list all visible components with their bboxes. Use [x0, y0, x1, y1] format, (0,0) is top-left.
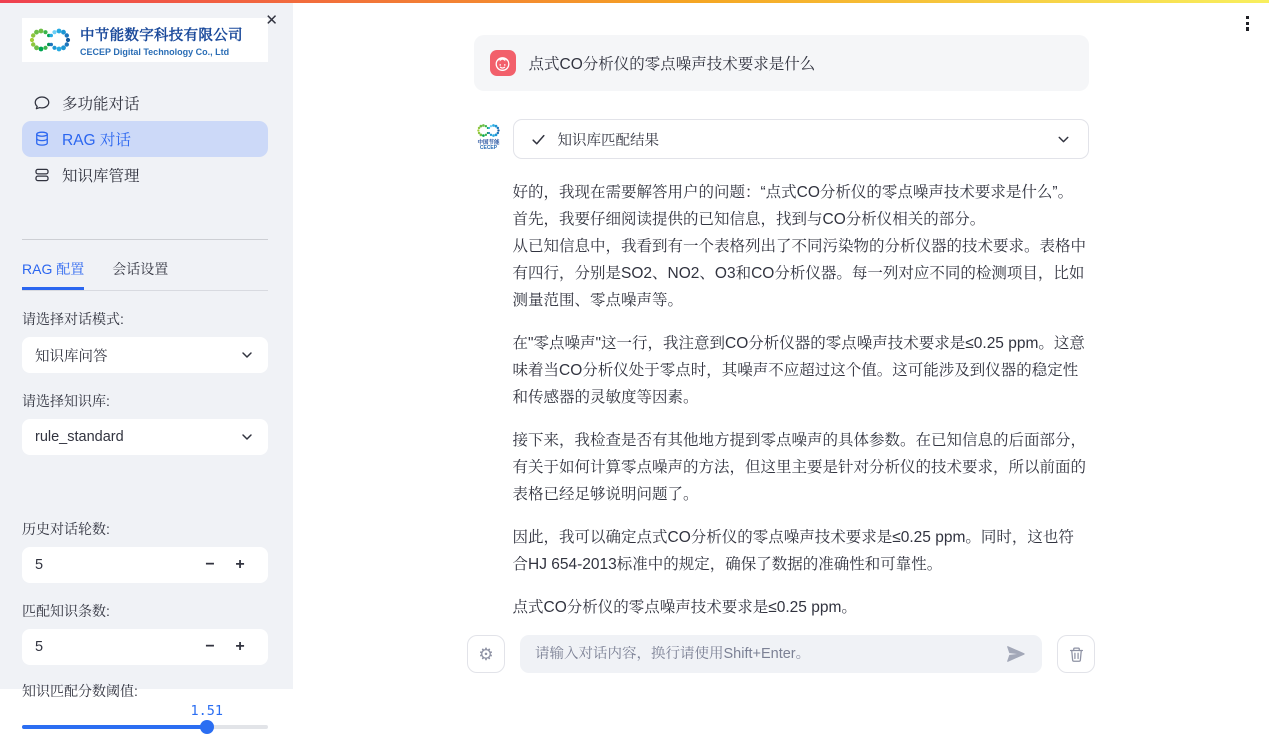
- slider-handle[interactable]: [200, 720, 214, 734]
- sidebar-item-label: 多功能对话: [62, 96, 140, 113]
- history-turns-value[interactable]: 5: [35, 557, 44, 573]
- sidebar-item-rag-chat[interactable]: [22, 121, 268, 157]
- tab-session-settings[interactable]: 会话设置: [112, 261, 169, 277]
- answer-paragraph: 因此，我可以确定点式CO分析仪的零点噪声技术要求是≤0.25 ppm。同时，这也符合HJ 654-2013标准中的规定，确保了数据的准确性和可靠性。: [512, 529, 1074, 573]
- composer-bar: [467, 635, 1095, 673]
- threshold-slider[interactable]: [22, 725, 268, 729]
- kb-select-value: rule_standard: [35, 429, 124, 445]
- sidebar-item-label: 知识库管理: [62, 168, 140, 185]
- slider-fill: [22, 725, 207, 729]
- mode-select-value: 知识库问答: [35, 348, 108, 365]
- chat-thread: [474, 35, 1089, 637]
- user-message: [474, 35, 1089, 91]
- assistant-avatar-text-en: CECEP: [479, 145, 498, 152]
- answer-paragraph: 好的，我现在需要解答用户的问题：“点式CO分析仪的零点噪声技术要求是什么”。首先，我要仔细阅读提供的已知信息，找到与CO分析仪相关的部分。 从已知信息中，我看到有一个表格列出了不同污染物的分析仪器的技术要求。表格中有四行，分别是SO2、NO2、O3和CO分析仪器。每一列对应不同的检测项目，比如测量范围、零点噪声等。: [512, 184, 1087, 309]
- send-icon[interactable]: [1005, 643, 1027, 665]
- sidebar-item-label: RAG 对话: [62, 132, 131, 149]
- answer-paragraph: 在"零点噪声"这一行，我注意到CO分析仪器的零点噪声技术要求是≤0.25 ppm。这意味着当CO分析仪处于零点时，其噪声不应超过这个值。这可能涉及到仪器的稳定性和传感器的灵敏度等因素。: [512, 335, 1085, 406]
- history-turns-stepper: [22, 547, 268, 583]
- sidebar-divider: [22, 239, 268, 240]
- sidebar-item-knowledge-base[interactable]: [22, 157, 268, 193]
- minus-button[interactable]: −: [205, 638, 215, 655]
- chat-input[interactable]: [535, 646, 997, 662]
- match-count-stepper: [22, 629, 268, 665]
- clear-chat-button[interactable]: [1057, 635, 1095, 673]
- kebab-menu-icon[interactable]: [1243, 13, 1252, 34]
- kb-select[interactable]: [22, 419, 268, 455]
- check-icon: [530, 131, 547, 148]
- gear-icon: ⚙: [478, 644, 494, 664]
- stack-icon: [33, 166, 51, 184]
- match-count-label: 匹配知识条数:: [22, 603, 110, 619]
- chevron-down-icon: [1055, 131, 1072, 148]
- user-message-text: 点式CO分析仪的零点噪声技术要求是什么: [528, 56, 816, 73]
- settings-button[interactable]: [467, 635, 505, 673]
- threshold-label: 知识匹配分数阈值:: [22, 683, 138, 699]
- chevron-down-icon: [239, 347, 255, 363]
- sidebar-item-multifunction-chat[interactable]: [22, 85, 268, 121]
- top-decoration-bar: [0, 0, 1269, 3]
- assistant-avatar-text: 中国节能: [477, 140, 500, 146]
- tab-rag-config[interactable]: RAG 配置: [22, 253, 84, 290]
- mode-select[interactable]: [22, 337, 268, 373]
- match-count-value[interactable]: 5: [35, 639, 44, 655]
- kb-match-result-expander[interactable]: [513, 119, 1089, 159]
- plus-button[interactable]: +: [235, 638, 245, 655]
- cecep-dots-logo-icon: [476, 121, 502, 140]
- assistant-message: [474, 119, 1089, 637]
- database-icon: [33, 130, 51, 148]
- sidebar-close-icon[interactable]: ✕: [265, 12, 278, 29]
- threshold-value: 1.51: [190, 703, 223, 719]
- kb-select-label: 请选择知识库:: [22, 393, 110, 409]
- chat-bubble-icon: [33, 94, 51, 112]
- threshold-value-row: [22, 703, 268, 720]
- company-name-en: CECEP Digital Technology Co., Ltd: [80, 46, 230, 57]
- assistant-avatar: [474, 119, 504, 637]
- chevron-down-icon: [239, 429, 255, 445]
- answer-paragraph: 接下来，我检查是否有其他地方提到零点噪声的具体参数。在已知信息的后面部分，有关于如何计算零点噪声的方法，但这里主要是针对分析仪的技术要求，所以前面的表格已经足够说明问题了。: [512, 432, 1087, 503]
- history-turns-label: 历史对话轮数:: [22, 521, 110, 537]
- chat-input-wrap: [520, 635, 1042, 673]
- cecep-dots-logo-icon: [29, 23, 73, 57]
- plus-button[interactable]: +: [235, 556, 245, 573]
- user-avatar: [490, 50, 516, 76]
- mode-select-label: 请选择对话模式:: [22, 311, 124, 327]
- assistant-answer: [513, 179, 1089, 621]
- answer-paragraph: 点式CO分析仪的零点噪声技术要求是≤0.25 ppm。: [512, 599, 857, 616]
- expander-label: 知识库匹配结果: [557, 132, 659, 149]
- config-tabs: [22, 253, 268, 291]
- company-name: 中节能数字科技有限公司: [80, 27, 243, 44]
- trash-icon: [1067, 645, 1086, 664]
- company-logo: [22, 18, 268, 62]
- minus-button[interactable]: −: [205, 556, 215, 573]
- sidebar-nav: [22, 85, 268, 193]
- main-area: [293, 0, 1269, 689]
- face-icon: [492, 53, 513, 74]
- sidebar: [0, 0, 293, 719]
